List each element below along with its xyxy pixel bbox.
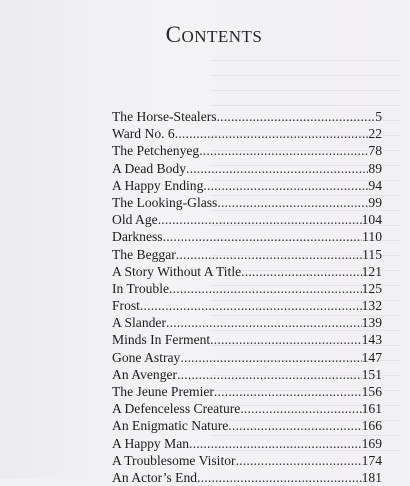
- toc-entry-title: Old Age: [112, 212, 158, 228]
- toc-entry: [112, 194, 382, 211]
- toc-entry-title: A Troublesome Visitor: [112, 452, 236, 468]
- toc-entry: [112, 297, 382, 314]
- toc-entry-page: 139: [361, 315, 382, 331]
- toc-entry-page: 125: [361, 280, 382, 296]
- toc-entry-title: The Petchenyeg: [112, 143, 200, 159]
- dot-leader: [214, 383, 362, 400]
- dot-leader: [163, 228, 363, 245]
- toc-entry-title: A Defenceless Creature: [112, 401, 241, 417]
- toc-entry-title: A Happy Man: [112, 435, 190, 451]
- toc-entry: [112, 349, 382, 366]
- toc-entry-page: 132: [361, 298, 382, 314]
- toc-entry-title: In Trouble: [112, 280, 170, 296]
- toc-entry-title: An Avenger: [112, 366, 178, 382]
- dot-leader: [186, 160, 368, 177]
- toc-entry-page: 5: [375, 109, 382, 124]
- toc-entry-page: 99: [368, 194, 382, 210]
- toc-entry: [112, 142, 382, 159]
- toc-entry-page: 174: [361, 452, 382, 468]
- dot-leader: [197, 469, 362, 486]
- toc-entry: [112, 452, 382, 469]
- toc-entry: [112, 246, 382, 263]
- toc-entry-page: 169: [361, 435, 382, 451]
- toc-entry-page: 89: [368, 160, 382, 176]
- toc-entry-page: 22: [368, 126, 382, 142]
- toc-entry-title: Minds In Ferment: [112, 332, 211, 348]
- toc-entry-title: A Slander: [112, 315, 166, 331]
- toc-entry-title: A Story Without A Title: [112, 263, 242, 279]
- toc-entry-title: A Happy Ending: [112, 177, 204, 193]
- dot-leader: [241, 263, 361, 280]
- toc-entry: [112, 435, 382, 452]
- page-title-initial: C: [165, 22, 182, 47]
- toc-entry: [112, 280, 382, 297]
- toc-entry-title: Darkness: [112, 229, 163, 245]
- toc-entry: [112, 228, 382, 245]
- toc-entry-page: 143: [361, 332, 382, 348]
- toc-entry-title: The Jeune Premier: [112, 384, 214, 399]
- dot-leader: [169, 280, 362, 297]
- toc-entry-page: 166: [361, 418, 382, 434]
- dot-leader: [166, 314, 362, 331]
- toc-entry: [112, 331, 382, 348]
- page-title: [0, 22, 410, 48]
- toc-entry-page: 121: [361, 263, 382, 279]
- toc-entry: [112, 383, 382, 400]
- toc-entry-page: 104: [361, 212, 382, 228]
- toc-entry: [112, 211, 382, 228]
- dot-leader: [210, 331, 361, 348]
- toc-entry-page: 115: [362, 246, 382, 262]
- toc-entry-page: 110: [362, 229, 382, 245]
- toc-entry-title: Frost: [112, 298, 140, 314]
- dot-leader: [236, 452, 362, 469]
- toc-entry: [112, 263, 382, 280]
- table-of-contents: [112, 108, 382, 486]
- toc-entry-page: 78: [368, 143, 382, 159]
- toc-entry-title: A Dead Body: [112, 160, 187, 176]
- toc-entry: [112, 108, 382, 125]
- toc-entry-title: Ward No. 6: [112, 126, 175, 142]
- toc-entry: [112, 177, 382, 194]
- toc-entry-title: Gone Astray: [112, 349, 181, 365]
- dot-leader: [199, 142, 368, 159]
- toc-entry: [112, 417, 382, 434]
- dot-leader: [177, 366, 362, 383]
- toc-entry: [112, 366, 382, 383]
- dot-leader: [140, 297, 362, 314]
- dot-leader: [175, 125, 369, 142]
- toc-entry: [112, 469, 382, 486]
- toc-entry-title: The Beggar: [112, 246, 176, 262]
- toc-entry-page: 156: [361, 384, 382, 399]
- toc-entry: [112, 400, 382, 417]
- dot-leader: [189, 435, 362, 452]
- toc-entry-page: 147: [361, 349, 382, 365]
- page-title-rest: ONTENTS: [181, 27, 263, 46]
- dot-leader: [158, 211, 362, 228]
- toc-entry-title: An Enigmatic Nature: [112, 418, 229, 434]
- dot-leader: [176, 246, 362, 263]
- dot-leader: [180, 349, 361, 366]
- dot-leader: [203, 177, 368, 194]
- dot-leader: [217, 194, 368, 211]
- toc-entry-title: The Looking-Glass: [112, 194, 218, 210]
- dot-leader: [240, 400, 361, 417]
- toc-entry: [112, 314, 382, 331]
- toc-entry: [112, 160, 382, 177]
- toc-entry-page: 151: [361, 366, 382, 382]
- toc-entry-title: An Actor’s End: [112, 469, 198, 485]
- toc-entry-page: 181: [361, 469, 382, 485]
- toc-entry-page: 94: [368, 177, 382, 193]
- dot-leader: [217, 108, 376, 125]
- toc-entry-page: 161: [361, 401, 382, 417]
- toc-entry-title: The Horse-Stealers: [112, 109, 217, 124]
- toc-entry: [112, 125, 382, 142]
- dot-leader: [228, 417, 361, 434]
